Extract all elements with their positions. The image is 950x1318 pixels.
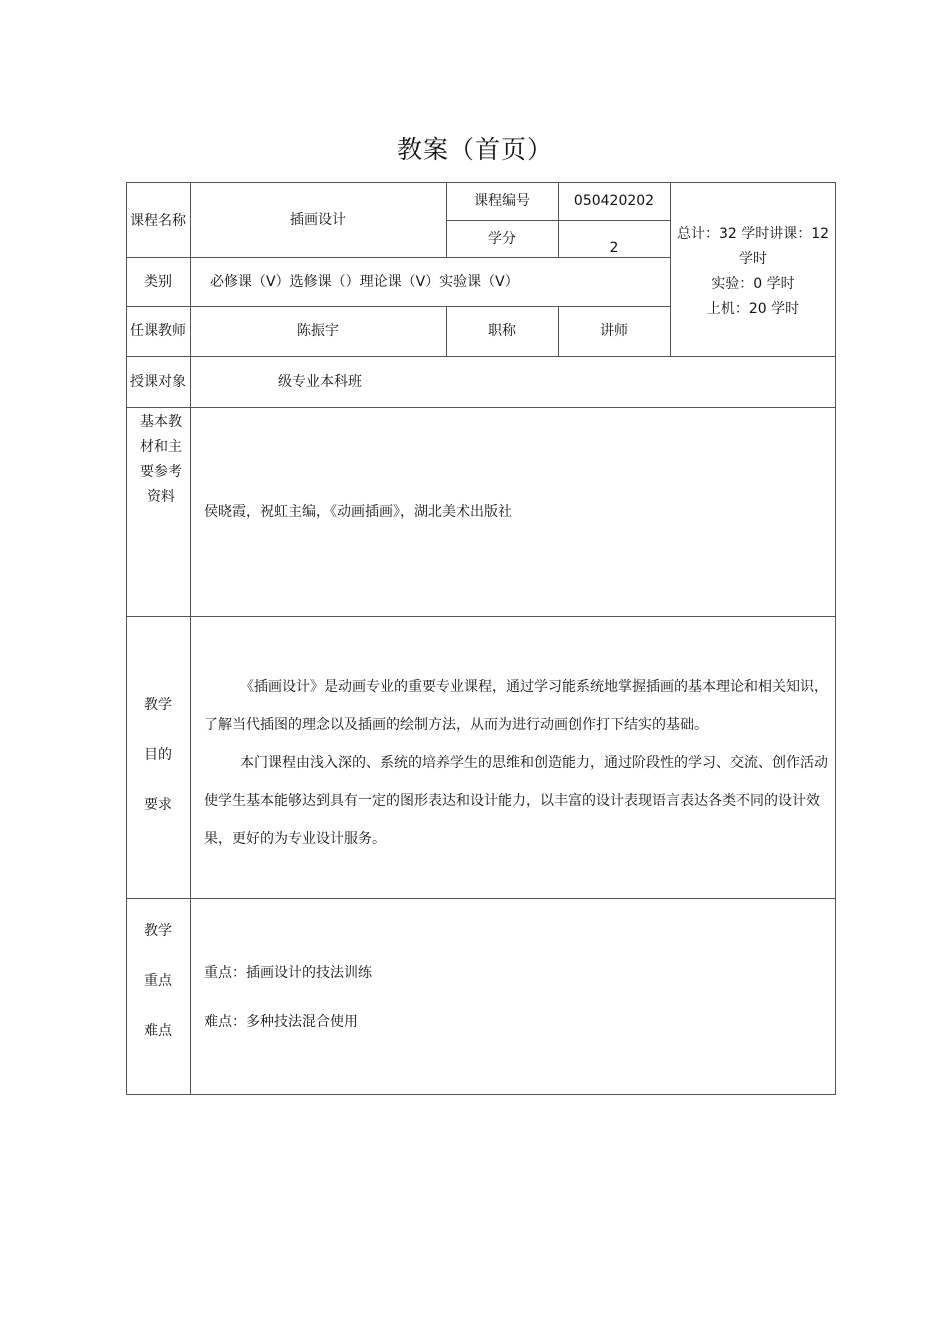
key-focus: 重点：插画设计的技法训练	[204, 965, 372, 981]
credit-label: 学分	[488, 230, 516, 247]
category-label: 类别	[144, 273, 172, 290]
course-name-value: 插画设计	[290, 211, 346, 228]
teacher-value: 陈振宇	[297, 323, 339, 339]
objectives-label: 教学 目的 要求	[144, 697, 172, 813]
key-points-label: 教学 重点 难点	[144, 923, 172, 1039]
hours-summary	[672, 222, 834, 322]
category-value: 必修课（V）选修课（）理论课（V）实验课（V）	[210, 274, 519, 290]
materials-label: 基本教材和主要参考资料	[140, 414, 182, 505]
rank-label: 职称	[488, 323, 516, 339]
objectives-paragraph-1: 《插画设计》是动画专业的重要专业课程，通过学习能系统地掌握插画的基本理论和相关知识，了解当代插图的理念以及插画的绘制方法，从而为进行动画创作打下结实的基础。	[204, 679, 828, 733]
hours-machine: 上机：20 学时	[706, 301, 800, 317]
page-title: 教案（首页）	[396, 135, 553, 164]
teacher-label: 任课教师	[130, 323, 186, 339]
audience-label: 授课对象	[130, 374, 186, 390]
objectives-paragraph-2: 本门课程由浅入深的、系统的培养学生的思维和创造能力，通过阶段性的学习、交流、创作活动使学生基本能够达到具有一定的图形表达和设计能力，以丰富的设计表现语言表达各类不同的设计效果，更好的为专业设计服务。	[204, 755, 828, 847]
credit-value: 2	[609, 240, 619, 256]
key-difficulty: 难点：多种技法混合使用	[204, 1014, 358, 1030]
audience-value: 级专业本科班	[278, 374, 362, 390]
course-code-label: 课程编号	[474, 193, 530, 209]
hours-total-unit: 学时	[739, 251, 767, 267]
course-name-label: 课程名称	[130, 213, 186, 229]
hours-lab: 实验：0 学时	[711, 276, 795, 292]
hours-total: 总计：32 学时讲课：12	[676, 226, 830, 242]
rank-value: 讲师	[600, 323, 628, 339]
course-code-value: 050420202	[573, 193, 655, 209]
materials-value: 侯晓霞，祝虹主编，《动画插画》，湖北美术出版社	[204, 504, 512, 520]
